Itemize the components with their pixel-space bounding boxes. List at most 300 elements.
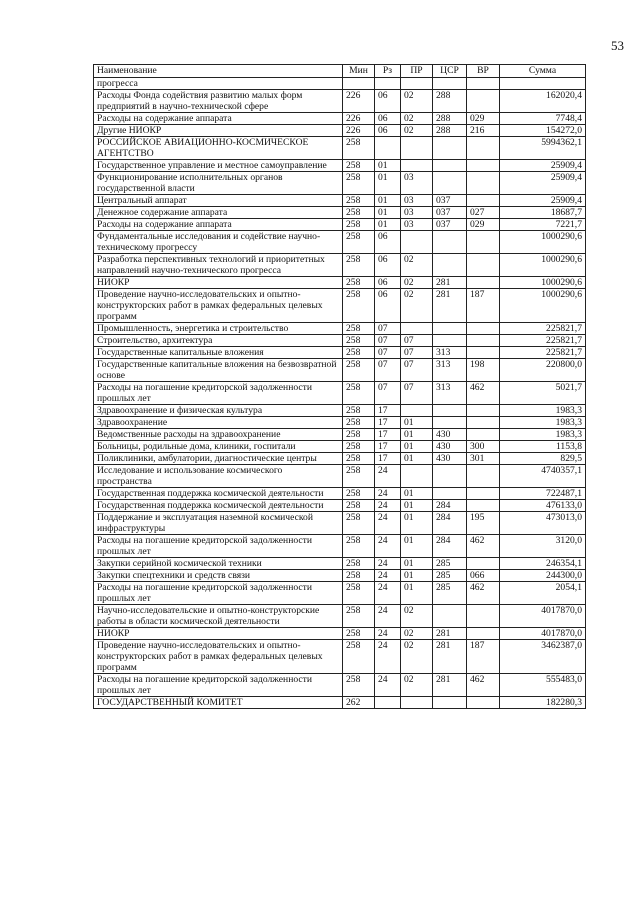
row-rz-cell: 24 [375, 465, 401, 488]
row-sum-cell: 1983,3 [500, 429, 586, 441]
row-pr-cell: 07 [401, 335, 433, 347]
row-name-cell: Расходы на погашение кредиторской задолженности прошлых лет [94, 382, 343, 405]
row-rz-cell: 24 [375, 640, 401, 674]
row-min-cell: 258 [343, 674, 375, 697]
row-csr-cell: 284 [433, 512, 467, 535]
row-name-cell: Расходы на погашение кредиторской задолженности прошлых лет [94, 674, 343, 697]
row-name-cell: Закупки спецтехники и средств связи [94, 570, 343, 582]
row-rz-cell: 24 [375, 488, 401, 500]
row-csr-cell: 284 [433, 535, 467, 558]
row-csr-cell [433, 335, 467, 347]
row-min-cell: 226 [343, 90, 375, 113]
row-csr-cell [433, 254, 467, 277]
row-sum-cell: 220800,0 [500, 359, 586, 382]
row-rz-cell: 17 [375, 429, 401, 441]
row-sum-cell: 1983,3 [500, 405, 586, 417]
row-name-cell: Проведение научно-исследовательских и опытно-конструкторских работ в рамках федеральных целевых программ [94, 289, 343, 323]
row-rz-cell: 06 [375, 90, 401, 113]
row-sum-cell: 225821,7 [500, 323, 586, 335]
row-min-cell: 258 [343, 535, 375, 558]
row-csr-cell: 037 [433, 219, 467, 231]
row-csr-cell [433, 488, 467, 500]
header-sum: Сумма [500, 65, 586, 78]
table-row [94, 697, 586, 709]
row-name-cell: Расходы на погашение кредиторской задолженности прошлых лет [94, 535, 343, 558]
table-row [94, 90, 586, 113]
row-vr-cell [467, 697, 500, 709]
row-vr-cell: 216 [467, 125, 500, 137]
row-vr-cell [467, 628, 500, 640]
row-pr-cell: 02 [401, 254, 433, 277]
row-sum-cell: 722487,1 [500, 488, 586, 500]
row-sum-cell [500, 78, 586, 90]
row-csr-cell: 430 [433, 441, 467, 453]
row-csr-cell: 285 [433, 582, 467, 605]
row-rz-cell [375, 137, 401, 160]
row-min-cell: 258 [343, 441, 375, 453]
row-csr-cell: 281 [433, 277, 467, 289]
row-rz-cell: 24 [375, 512, 401, 535]
row-csr-cell [433, 231, 467, 254]
row-sum-cell: 1000290,6 [500, 254, 586, 277]
row-pr-cell: 07 [401, 359, 433, 382]
row-name-cell: Поликлиники, амбулатории, диагностические центры [94, 453, 343, 465]
row-rz-cell: 07 [375, 347, 401, 359]
row-name-cell: Денежное содержание аппарата [94, 207, 343, 219]
row-sum-cell: 246354,1 [500, 558, 586, 570]
row-pr-cell: 01 [401, 453, 433, 465]
row-pr-cell: 02 [401, 90, 433, 113]
row-vr-cell [467, 172, 500, 195]
table-row [94, 465, 586, 488]
row-min-cell: 262 [343, 697, 375, 709]
header-rz: Рз [375, 65, 401, 78]
row-rz-cell: 06 [375, 289, 401, 323]
row-csr-cell: 288 [433, 90, 467, 113]
row-csr-cell: 281 [433, 640, 467, 674]
table-row [94, 429, 586, 441]
row-name-cell: Закупки серийной космической техники [94, 558, 343, 570]
row-rz-cell [375, 78, 401, 90]
table-row [94, 125, 586, 137]
row-csr-cell: 430 [433, 453, 467, 465]
table-row [94, 417, 586, 429]
row-sum-cell: 3120,0 [500, 535, 586, 558]
row-vr-cell: 462 [467, 535, 500, 558]
row-min-cell: 258 [343, 277, 375, 289]
row-min-cell: 258 [343, 570, 375, 582]
row-vr-cell [467, 405, 500, 417]
row-sum-cell: 18687,7 [500, 207, 586, 219]
row-min-cell: 258 [343, 137, 375, 160]
table-row [94, 558, 586, 570]
row-min-cell: 258 [343, 417, 375, 429]
row-min-cell: 258 [343, 500, 375, 512]
row-rz-cell: 01 [375, 160, 401, 172]
row-min-cell: 258 [343, 172, 375, 195]
table-row [94, 195, 586, 207]
row-pr-cell [401, 78, 433, 90]
row-pr-cell [401, 323, 433, 335]
row-sum-cell: 1000290,6 [500, 231, 586, 254]
row-sum-cell: 1153,8 [500, 441, 586, 453]
row-sum-cell: 25909,4 [500, 160, 586, 172]
row-min-cell: 258 [343, 558, 375, 570]
row-pr-cell: 01 [401, 441, 433, 453]
row-min-cell: 258 [343, 628, 375, 640]
row-csr-cell [433, 417, 467, 429]
row-sum-cell: 7748,4 [500, 113, 586, 125]
row-csr-cell: 288 [433, 125, 467, 137]
row-name-cell: Расходы на содержание аппарата [94, 219, 343, 231]
row-csr-cell: 281 [433, 674, 467, 697]
table-row [94, 78, 586, 90]
row-csr-cell [433, 605, 467, 628]
row-sum-cell: 25909,4 [500, 195, 586, 207]
row-sum-cell: 473013,0 [500, 512, 586, 535]
table-row [94, 441, 586, 453]
row-pr-cell [401, 160, 433, 172]
row-rz-cell: 24 [375, 570, 401, 582]
row-pr-cell: 02 [401, 640, 433, 674]
row-name-cell: Разработка перспективных технологий и приоритетных направлений научно-технического прогресса [94, 254, 343, 277]
row-vr-cell [467, 277, 500, 289]
row-csr-cell [433, 697, 467, 709]
row-name-cell: Проведение научно-исследовательских и опытно-конструкторских работ в рамках федеральных целевых программ [94, 640, 343, 674]
table-row [94, 488, 586, 500]
row-min-cell: 258 [343, 219, 375, 231]
row-vr-cell [467, 195, 500, 207]
row-pr-cell: 01 [401, 558, 433, 570]
row-sum-cell: 555483,0 [500, 674, 586, 697]
row-pr-cell: 01 [401, 582, 433, 605]
row-name-cell: РОССИЙСКОЕ АВИАЦИОННО-КОСМИЧЕСКОЕ АГЕНТСТВО [94, 137, 343, 160]
row-min-cell [343, 78, 375, 90]
row-csr-cell: 281 [433, 628, 467, 640]
row-pr-cell: 03 [401, 207, 433, 219]
row-vr-cell: 187 [467, 289, 500, 323]
table-row [94, 405, 586, 417]
row-sum-cell: 225821,7 [500, 335, 586, 347]
row-pr-cell: 01 [401, 417, 433, 429]
row-rz-cell: 17 [375, 405, 401, 417]
row-name-cell: Расходы на погашение кредиторской задолженности прошлых лет [94, 582, 343, 605]
row-name-cell: Строительство, архитектура [94, 335, 343, 347]
row-vr-cell: 027 [467, 207, 500, 219]
row-csr-cell: 285 [433, 570, 467, 582]
row-csr-cell: 313 [433, 359, 467, 382]
page-number: 53 [611, 38, 624, 53]
row-min-cell: 258 [343, 359, 375, 382]
row-name-cell: НИОКР [94, 628, 343, 640]
row-min-cell: 258 [343, 335, 375, 347]
row-pr-cell: 01 [401, 500, 433, 512]
row-vr-cell [467, 137, 500, 160]
row-rz-cell: 01 [375, 207, 401, 219]
row-vr-cell: 462 [467, 582, 500, 605]
row-name-cell: Научно-исследовательские и опытно-конструкторские работы в области космической деятельности [94, 605, 343, 628]
row-rz-cell: 07 [375, 359, 401, 382]
row-rz-cell: 24 [375, 558, 401, 570]
row-name-cell: прогресса [94, 78, 343, 90]
row-vr-cell: 066 [467, 570, 500, 582]
row-rz-cell: 01 [375, 172, 401, 195]
table-row [94, 137, 586, 160]
table-row [94, 512, 586, 535]
row-vr-cell [467, 335, 500, 347]
row-vr-cell [467, 90, 500, 113]
table-row [94, 323, 586, 335]
row-min-cell: 258 [343, 289, 375, 323]
row-vr-cell: 195 [467, 512, 500, 535]
row-vr-cell [467, 605, 500, 628]
row-csr-cell [433, 78, 467, 90]
row-vr-cell: 198 [467, 359, 500, 382]
row-vr-cell [467, 500, 500, 512]
header-min: Мин [343, 65, 375, 78]
row-rz-cell [375, 697, 401, 709]
row-min-cell: 258 [343, 207, 375, 219]
row-min-cell: 258 [343, 640, 375, 674]
row-vr-cell [467, 231, 500, 254]
table-row [94, 605, 586, 628]
row-pr-cell [401, 137, 433, 160]
row-name-cell: Ведомственные расходы на здравоохранение [94, 429, 343, 441]
row-rz-cell: 24 [375, 535, 401, 558]
row-min-cell: 258 [343, 160, 375, 172]
row-min-cell: 258 [343, 347, 375, 359]
row-name-cell: Центральный аппарат [94, 195, 343, 207]
row-pr-cell: 01 [401, 429, 433, 441]
row-pr-cell: 03 [401, 172, 433, 195]
row-sum-cell: 162020,4 [500, 90, 586, 113]
row-sum-cell: 4017870,0 [500, 628, 586, 640]
row-min-cell: 258 [343, 429, 375, 441]
row-csr-cell [433, 465, 467, 488]
table-row [94, 453, 586, 465]
row-csr-cell: 313 [433, 347, 467, 359]
row-sum-cell: 1983,3 [500, 417, 586, 429]
row-min-cell: 258 [343, 512, 375, 535]
row-min-cell: 258 [343, 605, 375, 628]
row-rz-cell: 17 [375, 417, 401, 429]
row-sum-cell: 829,5 [500, 453, 586, 465]
row-sum-cell: 2054,1 [500, 582, 586, 605]
row-pr-cell [401, 231, 433, 254]
table-row [94, 582, 586, 605]
row-name-cell: Государственные капитальные вложения на безвозвратной основе [94, 359, 343, 382]
row-min-cell: 258 [343, 453, 375, 465]
row-vr-cell [467, 347, 500, 359]
row-min-cell: 258 [343, 405, 375, 417]
row-min-cell: 258 [343, 382, 375, 405]
row-rz-cell: 06 [375, 231, 401, 254]
row-vr-cell [467, 429, 500, 441]
budget-table [93, 64, 586, 709]
table-row [94, 359, 586, 382]
row-rz-cell: 24 [375, 582, 401, 605]
row-pr-cell [401, 697, 433, 709]
row-name-cell: Больницы, родильные дома, клиники, госпитали [94, 441, 343, 453]
row-rz-cell: 07 [375, 382, 401, 405]
table-row [94, 207, 586, 219]
row-pr-cell: 02 [401, 125, 433, 137]
row-sum-cell: 5994362,1 [500, 137, 586, 160]
row-min-cell: 226 [343, 125, 375, 137]
row-vr-cell: 029 [467, 113, 500, 125]
row-csr-cell: 313 [433, 382, 467, 405]
row-vr-cell [467, 160, 500, 172]
row-name-cell: Здравоохранение и физическая культура [94, 405, 343, 417]
row-name-cell: Расходы на содержание аппарата [94, 113, 343, 125]
row-sum-cell: 7221,7 [500, 219, 586, 231]
row-vr-cell [467, 488, 500, 500]
row-name-cell: Промышленность, энергетика и строительство [94, 323, 343, 335]
row-pr-cell: 01 [401, 488, 433, 500]
row-vr-cell [467, 78, 500, 90]
row-vr-cell: 029 [467, 219, 500, 231]
row-sum-cell: 244300,0 [500, 570, 586, 582]
row-csr-cell [433, 323, 467, 335]
row-csr-cell: 430 [433, 429, 467, 441]
table-header-row [94, 65, 586, 78]
row-vr-cell: 300 [467, 441, 500, 453]
row-rz-cell: 06 [375, 113, 401, 125]
row-min-cell: 226 [343, 113, 375, 125]
row-name-cell: НИОКР [94, 277, 343, 289]
row-sum-cell: 5021,7 [500, 382, 586, 405]
row-min-cell: 258 [343, 195, 375, 207]
row-vr-cell [467, 465, 500, 488]
row-rz-cell: 17 [375, 441, 401, 453]
header-csr: ЦСР [433, 65, 467, 78]
row-rz-cell: 24 [375, 628, 401, 640]
row-rz-cell: 24 [375, 605, 401, 628]
row-min-cell: 258 [343, 323, 375, 335]
row-csr-cell: 281 [433, 289, 467, 323]
row-rz-cell: 06 [375, 254, 401, 277]
row-rz-cell: 07 [375, 335, 401, 347]
table-body [94, 78, 586, 709]
row-name-cell: Государственная поддержка космической деятельности [94, 488, 343, 500]
row-name-cell: Государственная поддержка космической деятельности [94, 500, 343, 512]
row-sum-cell: 154272,0 [500, 125, 586, 137]
table-row [94, 628, 586, 640]
row-pr-cell [401, 405, 433, 417]
row-sum-cell: 225821,7 [500, 347, 586, 359]
row-csr-cell: 037 [433, 195, 467, 207]
header-pr: ПР [401, 65, 433, 78]
row-rz-cell: 06 [375, 277, 401, 289]
row-vr-cell [467, 323, 500, 335]
row-name-cell: Поддержание и эксплуатация наземной космической инфраструктуры [94, 512, 343, 535]
row-rz-cell: 07 [375, 323, 401, 335]
row-sum-cell: 476133,0 [500, 500, 586, 512]
table-row [94, 254, 586, 277]
table-row [94, 160, 586, 172]
table-row [94, 289, 586, 323]
row-vr-cell [467, 417, 500, 429]
row-csr-cell: 284 [433, 500, 467, 512]
table-row [94, 335, 586, 347]
row-pr-cell: 07 [401, 382, 433, 405]
row-min-cell: 258 [343, 582, 375, 605]
row-sum-cell: 4740357,1 [500, 465, 586, 488]
header-vr: ВР [467, 65, 500, 78]
row-name-cell: Другие НИОКР [94, 125, 343, 137]
row-rz-cell: 24 [375, 500, 401, 512]
row-vr-cell: 187 [467, 640, 500, 674]
row-pr-cell: 02 [401, 674, 433, 697]
row-pr-cell: 01 [401, 570, 433, 582]
table-row [94, 570, 586, 582]
row-pr-cell: 03 [401, 219, 433, 231]
row-csr-cell: 037 [433, 207, 467, 219]
row-pr-cell [401, 465, 433, 488]
row-rz-cell: 06 [375, 125, 401, 137]
table-row [94, 347, 586, 359]
row-vr-cell: 301 [467, 453, 500, 465]
row-pr-cell: 01 [401, 535, 433, 558]
row-name-cell: Государственное управление и местное самоуправление [94, 160, 343, 172]
table-row [94, 382, 586, 405]
header-name: Наименование [94, 65, 343, 78]
row-vr-cell [467, 254, 500, 277]
row-name-cell: Расходы Фонда содействия развитию малых форм предприятий в научно-технической сфере [94, 90, 343, 113]
table-row [94, 113, 586, 125]
table-row [94, 231, 586, 254]
row-min-cell: 258 [343, 254, 375, 277]
row-sum-cell: 1000290,6 [500, 277, 586, 289]
row-sum-cell: 1000290,6 [500, 289, 586, 323]
row-min-cell: 258 [343, 488, 375, 500]
row-pr-cell: 01 [401, 512, 433, 535]
table-row [94, 500, 586, 512]
row-rz-cell: 01 [375, 219, 401, 231]
row-vr-cell [467, 558, 500, 570]
row-min-cell: 258 [343, 465, 375, 488]
row-pr-cell: 02 [401, 628, 433, 640]
row-csr-cell [433, 137, 467, 160]
row-sum-cell: 4017870,0 [500, 605, 586, 628]
row-sum-cell: 3462387,0 [500, 640, 586, 674]
row-sum-cell: 25909,4 [500, 172, 586, 195]
row-name-cell: Исследование и использование космического пространства [94, 465, 343, 488]
table-row [94, 172, 586, 195]
row-sum-cell: 182280,3 [500, 697, 586, 709]
row-rz-cell: 17 [375, 453, 401, 465]
table-row [94, 535, 586, 558]
row-name-cell: Фундаментальные исследования и содействие научно-техническому прогрессу [94, 231, 343, 254]
table-row [94, 277, 586, 289]
row-name-cell: Функционирование исполнительных органов государственной власти [94, 172, 343, 195]
row-pr-cell: 03 [401, 195, 433, 207]
row-pr-cell: 02 [401, 113, 433, 125]
row-pr-cell: 02 [401, 605, 433, 628]
row-vr-cell: 462 [467, 674, 500, 697]
row-rz-cell: 01 [375, 195, 401, 207]
row-name-cell: ГОСУДАРСТВЕННЫЙ КОМИТЕТ [94, 697, 343, 709]
table-row [94, 674, 586, 697]
row-vr-cell: 462 [467, 382, 500, 405]
row-pr-cell: 07 [401, 347, 433, 359]
row-name-cell: Государственные капитальные вложения [94, 347, 343, 359]
row-pr-cell: 02 [401, 289, 433, 323]
table-row [94, 219, 586, 231]
row-csr-cell [433, 160, 467, 172]
row-rz-cell: 24 [375, 674, 401, 697]
row-pr-cell: 02 [401, 277, 433, 289]
